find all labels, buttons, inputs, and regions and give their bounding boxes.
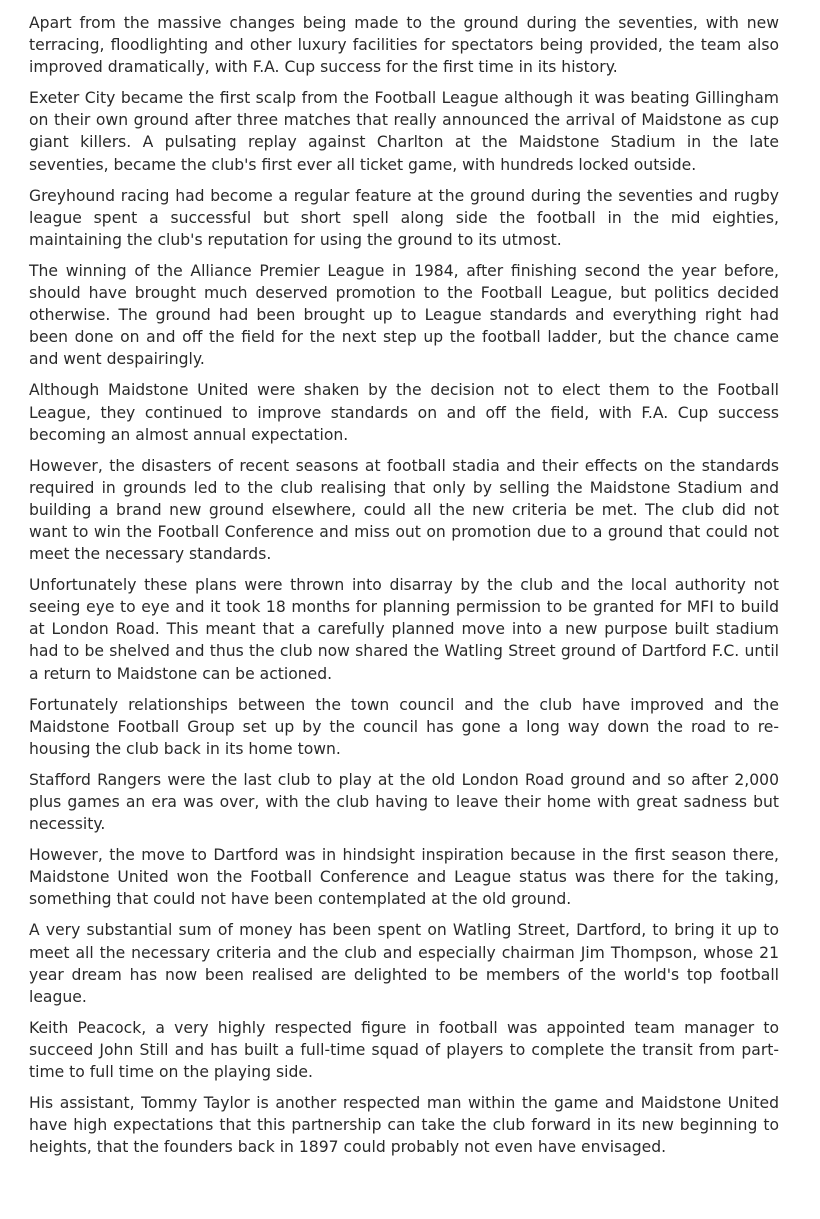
document-page bbox=[29, 12, 779, 1167]
paragraph-greyhound-rugby: Greyhound racing had become a regular feature at the ground during the seventies and rugby league spent a successful but short spell along side the football in the mid eighties, maintaining the club's reputation for using the ground to its utmost. bbox=[29, 186, 779, 249]
paragraph-not-elected: Although Maidstone United were shaken by the decision not to elect them to the Football League, they continued to improve standards on and off the field, with F.A. Cup success becoming an almost annual expectation. bbox=[29, 381, 779, 444]
paragraph-planning-disarray: Unfortunately these plans were thrown into disarray by the club and the local authority not seeing eye to eye and it took 18 months for planning permission to be granted for MFI to build at London Road. This meant that a carefully planned move into a new purpose built stadium had to be shelved and thus the club now shared the Watling Street ground of Dartford F.C. until a return to Maidstone can be actioned. bbox=[29, 576, 779, 683]
paragraph-council-relations: Fortunately relationships between the town council and the club have improved and the Maidstone Football Group set up by the council has gone a long way down the road to re-housing the club back in its home town. bbox=[29, 695, 779, 758]
paragraph-seventies-improvements: Apart from the massive changes being made to the ground during the seventies, with new terracing, floodlighting and other luxury facilities for spectators being provided, the team also improved dramatically, with F.A. Cup success for the first time in its history. bbox=[29, 14, 779, 77]
paragraph-keith-peacock: Keith Peacock, a very highly respected figure in football was appointed team manager to succeed John Still and has built a full-time squad of players to complete the transit from part-time to full time on the playing side. bbox=[29, 1018, 779, 1082]
paragraph-stafford-rangers: Stafford Rangers were the last club to play at the old London Road ground and so after 2,000 plus games an era was over, with the club having to leave their home with great sadness but necessity. bbox=[29, 770, 779, 834]
paragraph-move-to-dartford: However, the move to Dartford was in hindsight inspiration because in the first season there, Maidstone United won the Football Conference and League status was there for the taking, something that could not have been contemplated at the old ground. bbox=[29, 846, 779, 909]
paragraph-giant-killers: Exeter City became the first scalp from the Football League although it was beating Gillingham on their own ground after three matches that really announced the arrival of Maidstone as cup giant killers. A pulsating replay against Charlton at the Maidstone Stadium in the late seventies, became the club's first ever all ticket game, with hundreds locked outside. bbox=[29, 89, 779, 174]
paragraph-alliance-premier-league: The winning of the Alliance Premier League in 1984, after finishing second the year before, should have brought much deserved promotion to the Football League, but politics decided otherwise. The ground had been brought up to League standards and everything right had been done on and off the field for the next step up the football ladder, but the chance came and went despairingly. bbox=[29, 261, 779, 369]
paragraph-watling-street: A very substantial sum of money has been spent on Watling Street, Dartford, to bring it up to meet all the necessary criteria and the club and especially chairman Jim Thompson, whose 21 year dream has now been realised are delighted to be members of the world's top football league. bbox=[29, 921, 779, 1006]
paragraph-tommy-taylor: His assistant, Tommy Taylor is another respected man within the game and Maidstone United have high expectations that this partnership can take the club forward in its new beginning to heights, that the founders back in 1897 could probably not even have envisaged. bbox=[29, 1094, 779, 1157]
paragraph-stadia-disasters: However, the disasters of recent seasons at football stadia and their effects on the standards required in grounds led to the club realising that only by selling the Maidstone Stadium and building a brand new ground elsewhere, could all the new criteria be met. The club did not want to win the Football Conference and miss out on promotion due to a ground that could not meet the necessary standards. bbox=[29, 456, 779, 564]
